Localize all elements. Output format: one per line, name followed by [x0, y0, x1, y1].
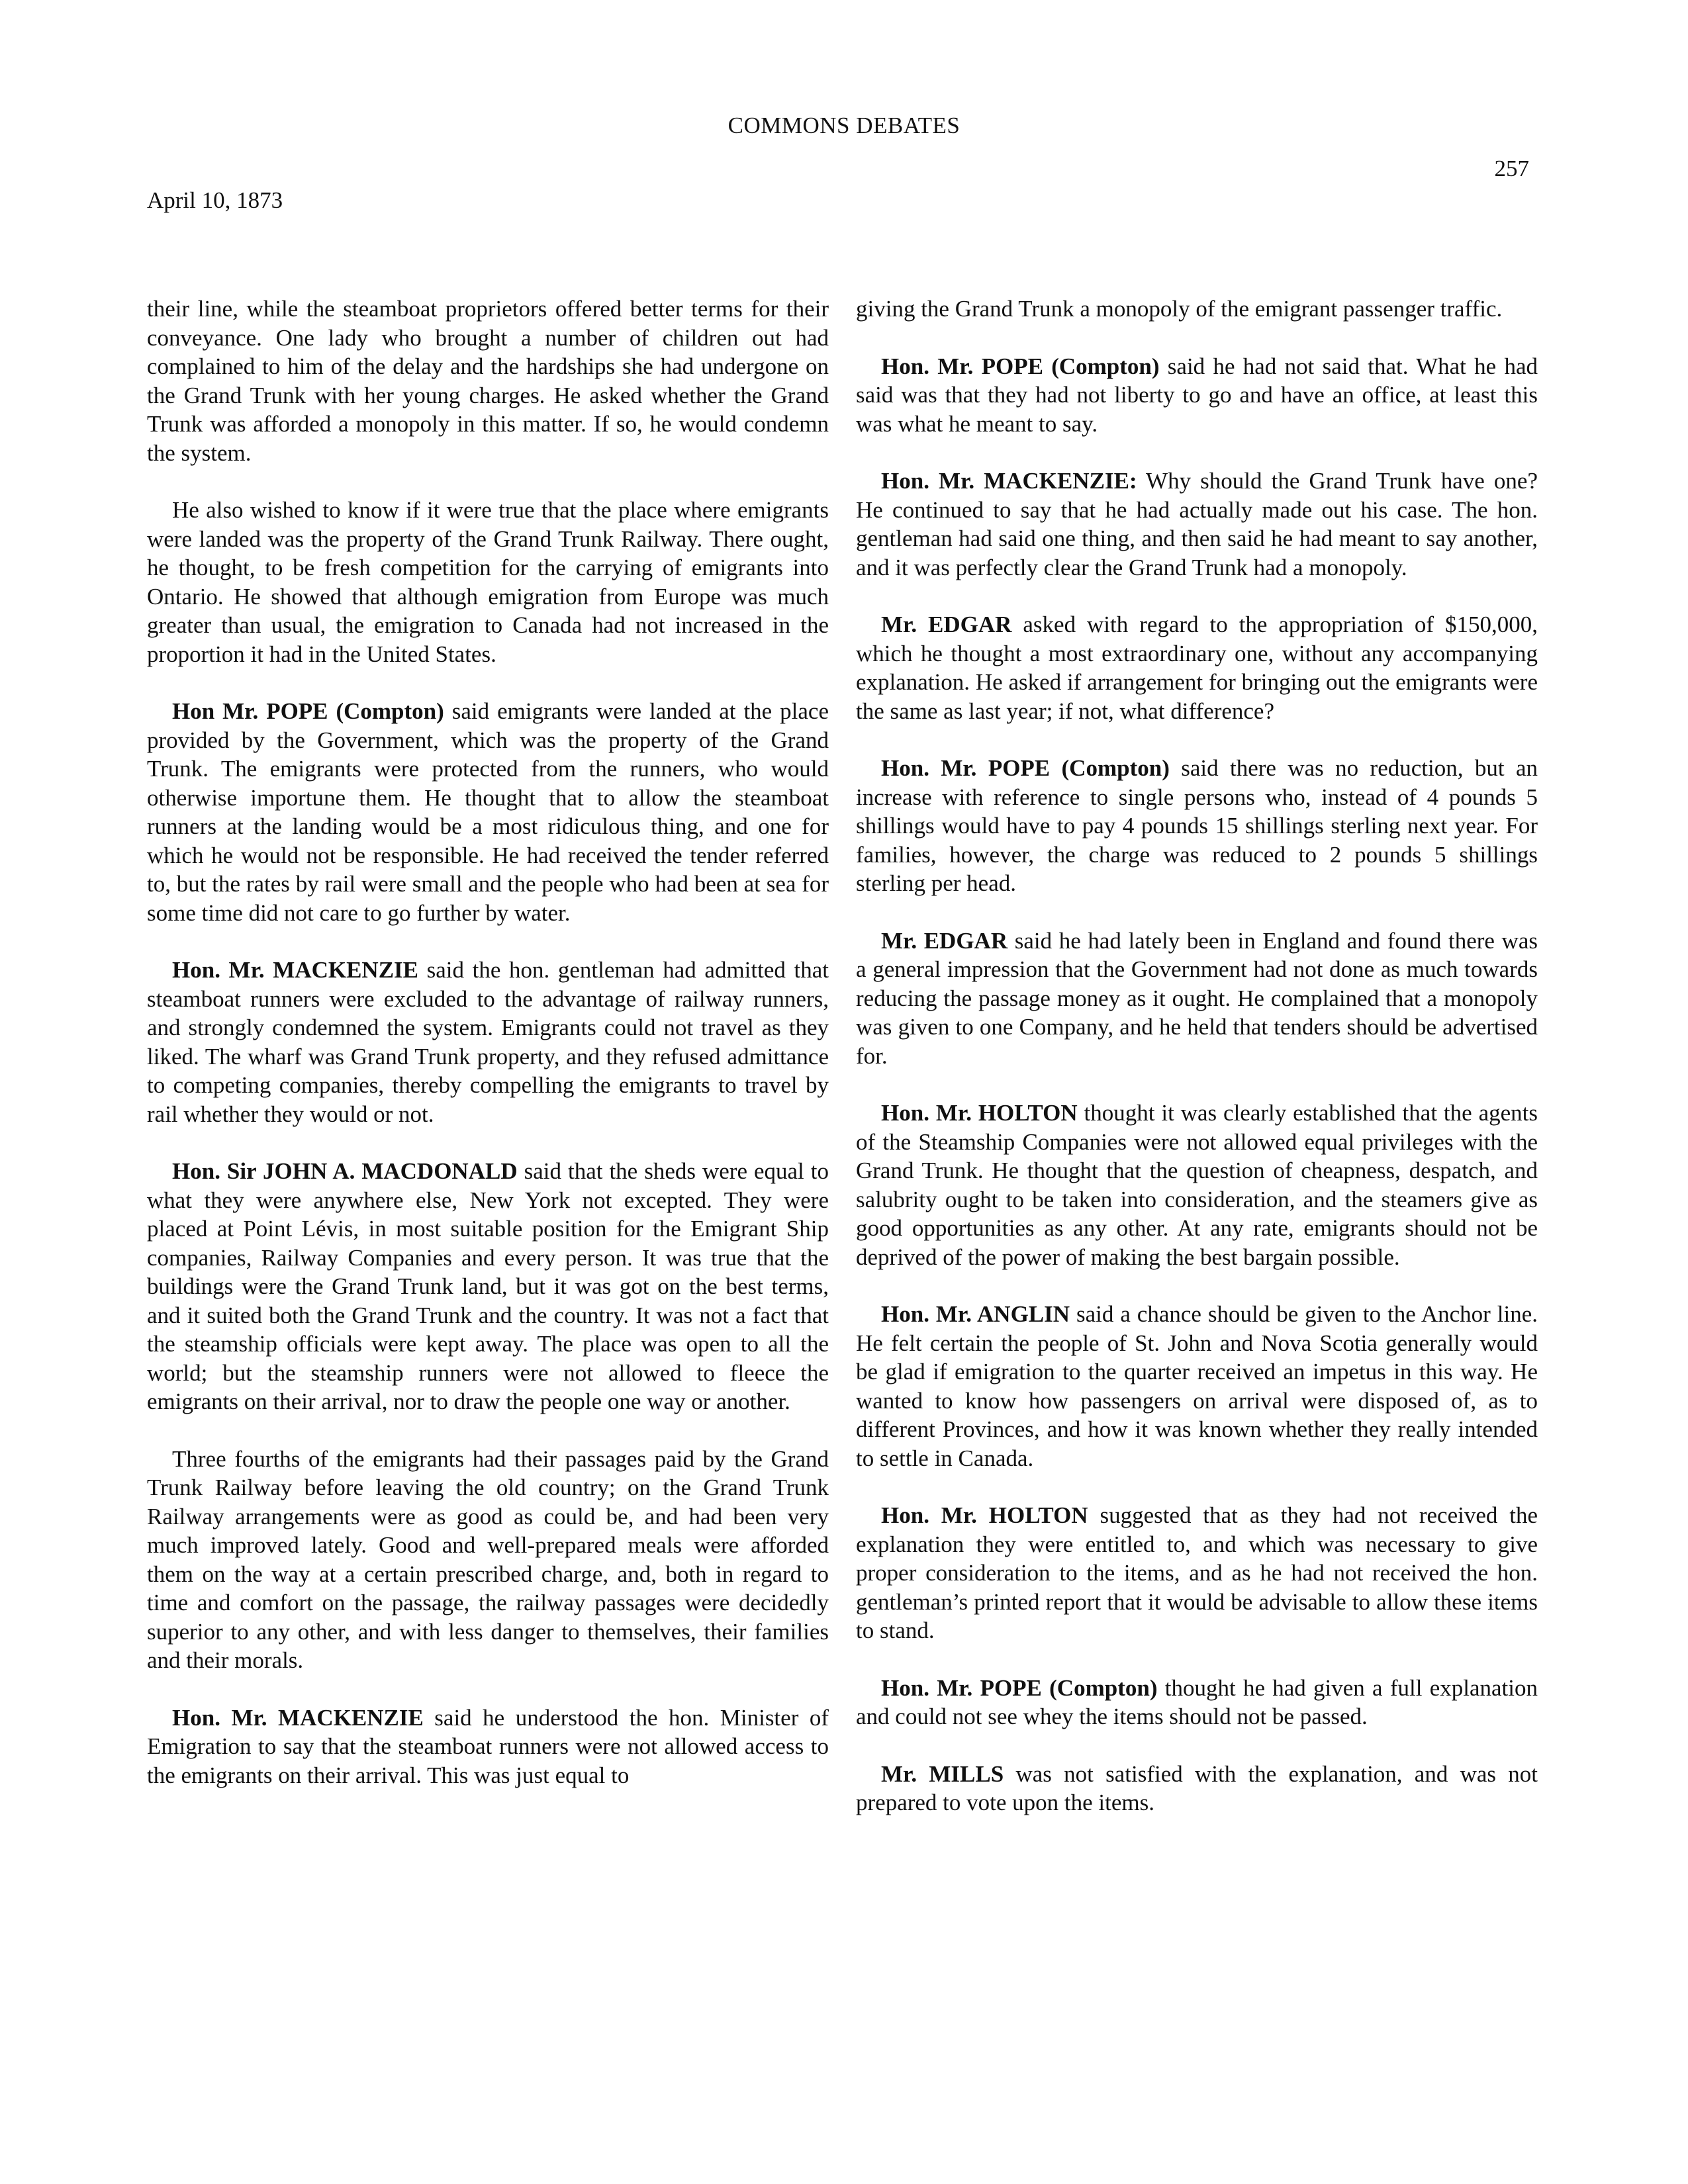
speaker-name: Hon. Mr. HOLTON: [881, 1100, 1078, 1126]
speech-text: said emigrants were landed at the place provided by the Government, which was the property of the Grand Trunk. The emigrants were protected from the runners, who would otherwise importune them. He thought that to allow the steamboat runners at the landing would be a most ridiculous thing, and one for which he would not be responsible. He had received the tender referred to, but the rates by rail were small and the people who had been at sea for some time did not care to go further by water.: [147, 698, 829, 926]
running-head: COMMONS DEBATES: [727, 113, 961, 138]
speech-paragraph: [147, 1157, 829, 1416]
speech-text: said he had lately been in England and found there was a general impression that the Government had not done as much towards reducing the passage money as it ought. He complained that a monopoly was given to one Company, and he held that tenders should be advertised for.: [856, 927, 1538, 1069]
speech-text: said a chance should be given to the Anchor line. He felt certain the people of St. John and Nova Scotia generally would be glad if emigration to the quarter received an impetus in this way. He wanted to know how passengers on arrival were disposed of, as to different Provinces, and how it was known whether they really intended to settle in Canada.: [856, 1301, 1538, 1471]
left-column: [147, 295, 829, 1818]
speech-paragraph: [856, 927, 1538, 1071]
speaker-name: Hon. Sir JOHN A. MACDONALD: [172, 1158, 518, 1184]
paragraph: [856, 295, 1538, 324]
speaker-name: Hon. Mr. ANGLIN: [881, 1301, 1070, 1327]
speaker-name: Hon. Mr. POPE (Compton): [881, 353, 1160, 379]
speaker-name: Hon. Mr. POPE (Compton): [881, 755, 1170, 781]
speech-text: suggested that as they had not received the explanation they were entitled to, and which was necessary to give proper consideration to the items, and as he had not received the hon. gentleman’s printed report that it would be advisable to allow these items to stand.: [856, 1502, 1538, 1643]
speaker-name: Hon Mr. POPE (Compton): [172, 698, 444, 724]
speech-text: asked with regard to the appropriation of $150,000, which he thought a most extraordinary one, without any accompanying explanation. He asked if arrangement for bringing out the emigrants were the same as last year; if not, what difference?: [856, 612, 1538, 724]
speaker-name: Hon. Mr. POPE (Compton): [881, 1674, 1158, 1701]
speech-paragraph: [147, 697, 829, 927]
speaker-name: Hon. Mr. MACKENZIE:: [881, 468, 1137, 494]
speech-text: said that the sheds were equal to what they were anywhere else, New York not excepted. They were placed at Point Lévis, in most suitable position for the Emigrant Ship companies, Railway Companies and every person. It was true that the buildings were the Grand Trunk land, but it was got on the best terms, and it suited both the Grand Trunk and the country. It was not a fact that the steamship officials were kept away. The place was open to all the world; but the steamship runners were not allowed to fleece the emigrants on their arrival, nor to draw the people one way or another.: [147, 1158, 829, 1414]
speaker-name: Hon. Mr. HOLTON: [881, 1502, 1088, 1528]
speaker-name: Mr. MILLS: [881, 1760, 1004, 1787]
speaker-name: Mr. EDGAR: [881, 927, 1008, 954]
speech-paragraph: [856, 1099, 1538, 1271]
paragraph-text: giving the Grand Trunk a monopoly of the emigrant passenger traffic.: [856, 296, 1503, 322]
speaker-name: Hon. Mr. MACKENZIE: [172, 1704, 424, 1731]
speech-paragraph: [856, 610, 1538, 725]
speaker-name: Hon. Mr. MACKENZIE: [172, 957, 419, 983]
speech-paragraph: [856, 1300, 1538, 1473]
page-number: 257: [1494, 156, 1529, 181]
speech-text: thought he had given a full explanation and could not see whey the items should not be passed.: [856, 1674, 1538, 1729]
speech-text: said he understood the hon. Minister of Emigration to say that the steamboat runners were not allowed access to the emigrants on their arrival. This was just equal to: [147, 1704, 829, 1788]
speech-text: Why should the Grand Trunk have one? He continued to say that he had actually made out his case. The hon. gentleman had said one thing, and then said he had meant to say another, and it was perfectly clear the Grand Trunk had a monopoly.: [856, 468, 1538, 580]
right-column: [856, 295, 1538, 1846]
speech-paragraph: [856, 1674, 1538, 1731]
speech-text: was not satisfied with the explanation, and was not prepared to vote upon the items.: [856, 1760, 1538, 1815]
speech-text: said he had not said that. What he had said was that they had not liberty to go and have an office, at least this was what he meant to say.: [856, 353, 1538, 437]
paragraph-text: Three fourths of the emigrants had their passages paid by the Grand Trunk Railway before leaving the old country; on the Grand Trunk Railway arrangements were as good as could be, and had been very much improved lately. Good and well-prepared meals were afforded them on the way at a certain prescribed charge, and, both in regard to time and comfort on the passage, the railway passages were decidedly superior to any other, and with less danger to themselves, their families and their morals.: [147, 1445, 829, 1673]
speech-text: thought it was clearly established that the agents of the Steamship Companies were not allowed equal privileges with the Grand Trunk. He thought that the question of cheapness, despatch, and salubrity ought to be taken into consideration, and the steamers give as good opportunities as any other. At any rate, emigrants should not be deprived of the power of making the best bargain possible.: [856, 1100, 1538, 1270]
speech-paragraph: [856, 754, 1538, 898]
speech-paragraph: [856, 1760, 1538, 1817]
speech-text: said there was no reduction, but an increase with reference to single persons who, instead of 4 pounds 5 shillings would have to pay 4 pounds 15 shillings sterling next year. For families, however, the charge was reduced to 2 pounds 5 shillings sterling per head.: [856, 755, 1538, 896]
speaker-name: Mr. EDGAR: [881, 612, 1012, 637]
paragraph: [147, 295, 829, 467]
speech-paragraph: [856, 352, 1538, 439]
speech-paragraph: [147, 1704, 829, 1790]
speech-paragraph: [147, 956, 829, 1128]
speech-paragraph: [856, 467, 1538, 582]
paragraph: [147, 1445, 829, 1675]
paragraph: [147, 496, 829, 668]
speech-text: said the hon. gentleman had admitted that steamboat runners were excluded to the advantage of railway runners, and strongly condemned the system. Emigrants could not travel as they liked. The wharf was Grand Trunk property, and they refused admittance to competing companies, thereby compelling the emigrants to travel by rail whether they would or not.: [147, 957, 829, 1127]
paragraph-text: their line, while the steamboat proprietors offered better terms for their conveyance. One lady who brought a number of children out had complained to him of the delay and the hardships she had undergone on the Grand Trunk with her young charges. He asked whether the Grand Trunk was afforded a monopoly in this matter. If so, he would condemn the system.: [147, 296, 829, 466]
paragraph-text: He also wished to know if it were true that the place where emigrants were landed was the property of the Grand Trunk Railway. There ought, he thought, to be fresh competition for the carrying of emigrants into Ontario. He showed that although emigration from Europe was much greater than usual, the emigration to Canada had not increased in the proportion it had in the United States.: [147, 497, 829, 667]
speech-paragraph: [856, 1501, 1538, 1645]
page-date: April 10, 1873: [147, 187, 283, 213]
